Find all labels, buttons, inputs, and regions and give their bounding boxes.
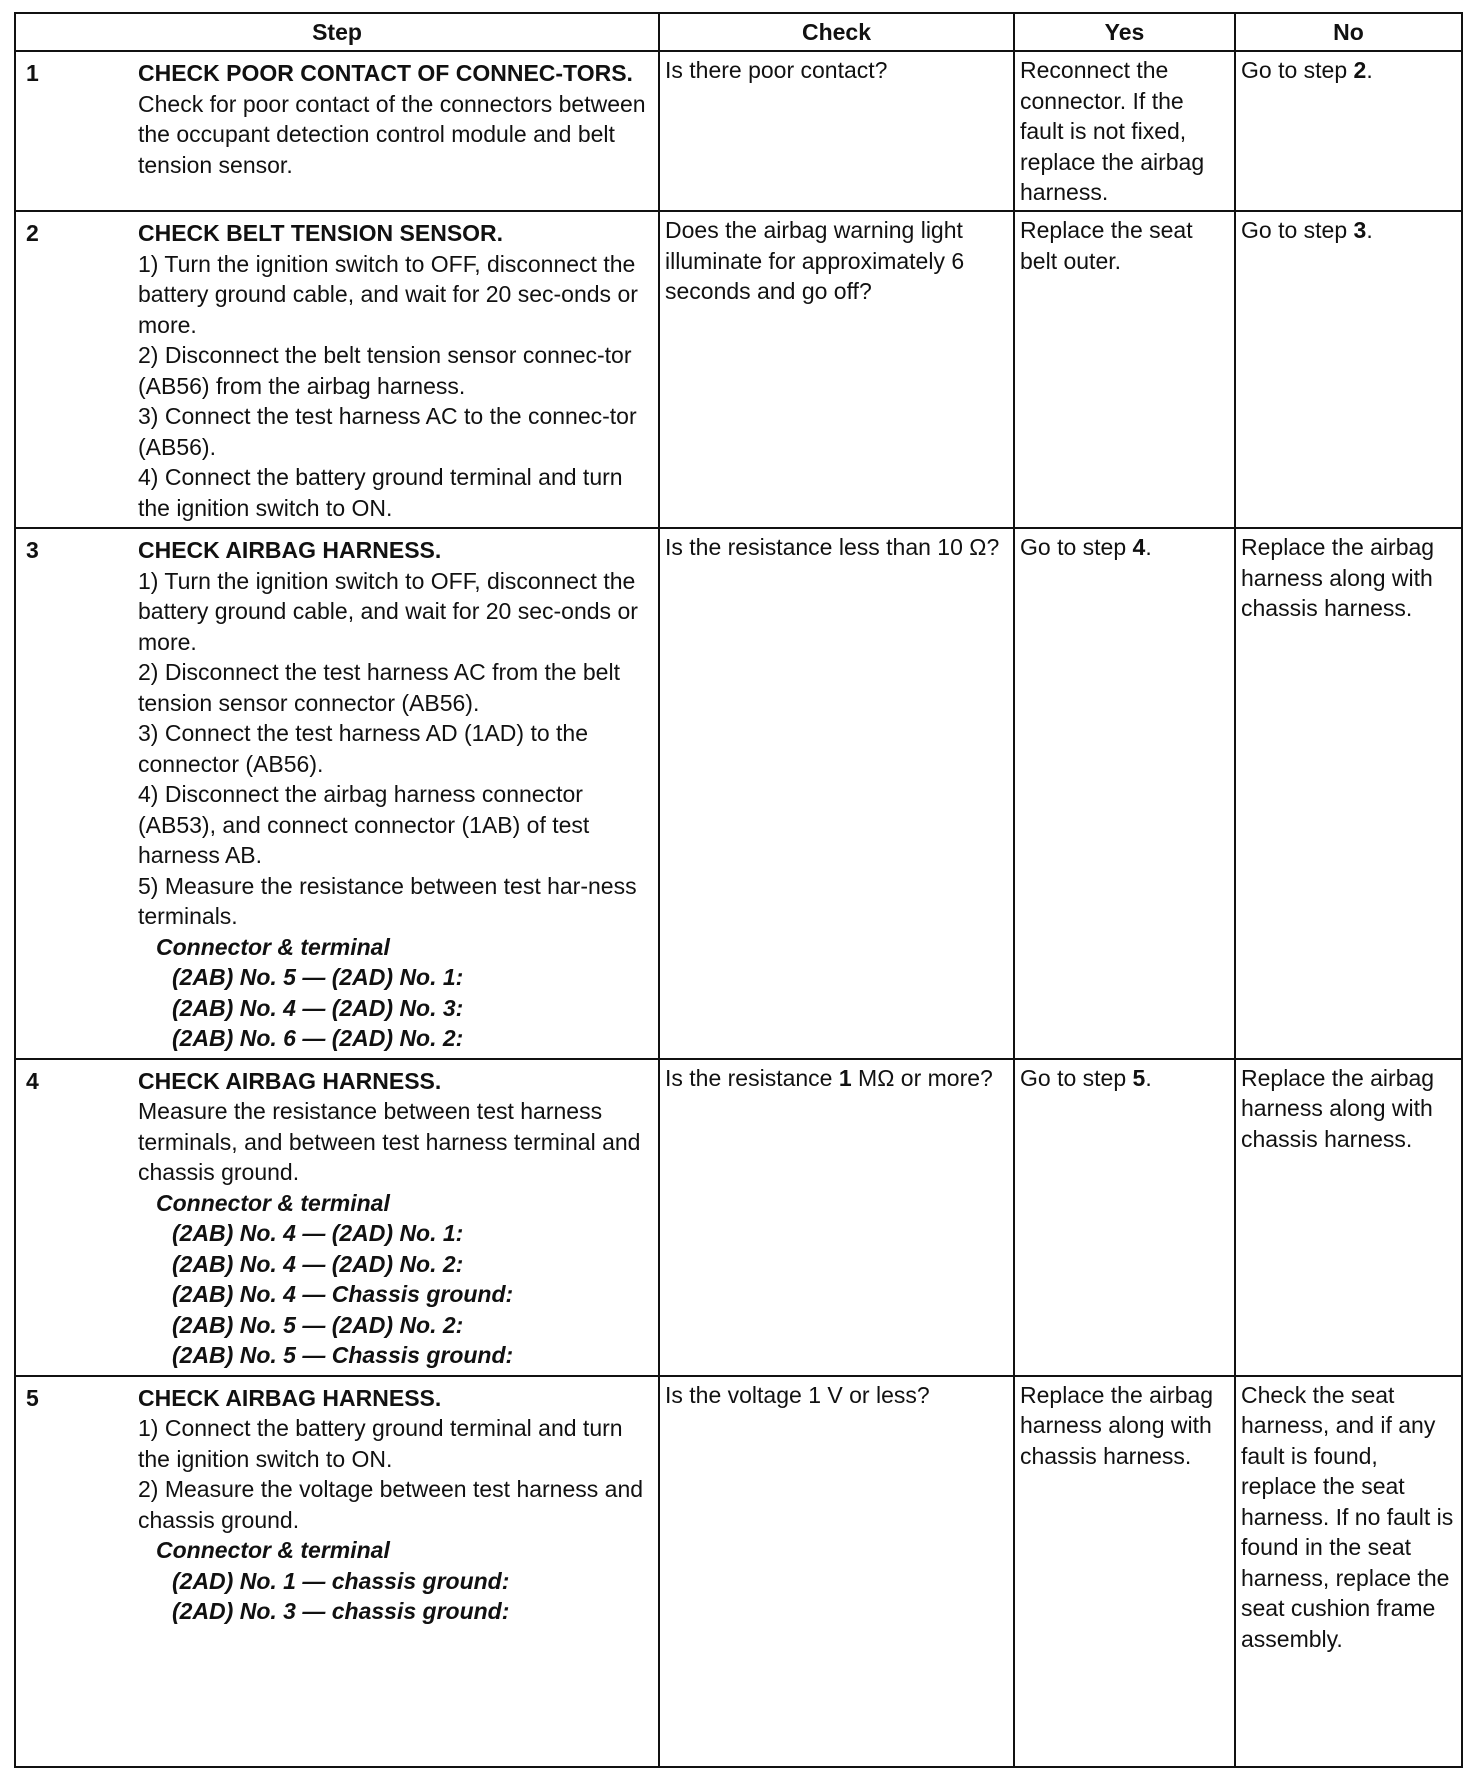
step-number: 5 xyxy=(26,1384,39,1411)
step-title: CHECK AIRBAG HARNESS. xyxy=(138,1384,442,1411)
check-cell: Is the resistance less than 10 Ω? xyxy=(659,528,1014,1059)
step-item: 1) Connect the battery ground terminal and turn the ignition switch to ON. xyxy=(138,1415,623,1472)
connector-item: (2AB) No. 5 — (2AD) No. 2: xyxy=(172,1311,464,1338)
check-cell xyxy=(659,1059,1014,1376)
step-cell xyxy=(15,51,659,211)
no-suffix: . xyxy=(1366,217,1373,243)
table-row xyxy=(15,211,1462,528)
step-number: 3 xyxy=(26,537,39,563)
no-cell: Replace the airbag harness along with chassis harness. xyxy=(1235,1059,1462,1376)
step-item: 3) Connect the test harness AD (1AD) to the connector (AB56). xyxy=(138,720,589,777)
diagnostic-table xyxy=(14,12,1463,1768)
connector-item: (2AB) No. 5 — (2AD) No. 1: xyxy=(172,964,464,990)
connector-item: (2AB) No. 4 — (2AD) No. 2: xyxy=(172,1250,464,1277)
table-row xyxy=(15,51,1462,211)
step-item: 4) Disconnect the airbag harness connector (AB53), and connect connector (1AB) of test harness AB. xyxy=(138,781,590,868)
connector-item: (2AB) No. 4 — Chassis ground: xyxy=(172,1281,514,1307)
no-cell xyxy=(1235,211,1462,528)
step-item: 2) Measure the voltage between test harness and chassis ground. xyxy=(138,1476,644,1533)
no-suffix: . xyxy=(1366,57,1373,83)
connector-item: (2AD) No. 3 — chassis ground: xyxy=(172,1598,510,1624)
connector-heading: Connector & terminal xyxy=(156,1189,390,1216)
check-cell: Is the voltage 1 V or less? xyxy=(659,1376,1014,1768)
header-step: Step xyxy=(15,13,659,51)
step-body: Measure the resistance between test harness terminals, and between test harness terminal and chassis ground. xyxy=(138,1098,641,1185)
connector-item: (2AB) No. 4 — (2AD) No. 3: xyxy=(172,994,464,1021)
step-reference: 4 xyxy=(1132,534,1146,560)
yes-cell: Replace the airbag harness along with chassis harness. xyxy=(1014,1376,1235,1768)
connector-heading: Connector & terminal xyxy=(156,933,390,960)
check-suffix: MΩ or more? xyxy=(851,1064,993,1091)
table-header-row xyxy=(15,13,1462,51)
step-number: 2 xyxy=(26,220,39,246)
step-item: 1) Turn the ignition switch to OFF, disconnect the battery ground cable, and wait for 20 sec-onds or more. xyxy=(138,250,638,338)
header-check: Check xyxy=(659,13,1014,51)
step-reference: 2 xyxy=(1353,57,1367,83)
step-title: CHECK POOR CONTACT OF CONNEC-TORS. xyxy=(138,60,633,86)
step-title: CHECK BELT TENSION SENSOR. xyxy=(138,220,504,246)
step-reference: 3 xyxy=(1353,217,1367,243)
step-number: 4 xyxy=(26,1067,39,1094)
step-item: 4) Connect the battery ground terminal and turn the ignition switch to ON. xyxy=(138,464,623,521)
yes-cell xyxy=(1014,1059,1235,1376)
step-cell xyxy=(15,1376,659,1768)
check-text: Is the resistance xyxy=(665,1064,839,1091)
connector-item: (2AD) No. 1 — chassis ground: xyxy=(172,1567,510,1594)
no-cell xyxy=(1235,51,1462,211)
table-row xyxy=(15,528,1462,1059)
yes-text: Go to step xyxy=(1020,1064,1133,1091)
step-item: 3) Connect the test harness AC to the connec-tor (AB56). xyxy=(138,403,637,460)
yes-suffix: . xyxy=(1145,534,1152,560)
step-number: 1 xyxy=(26,60,39,86)
header-yes: Yes xyxy=(1014,13,1235,51)
step-cell xyxy=(15,528,659,1059)
check-cell: Is there poor contact? xyxy=(659,51,1014,211)
check-value: 1 xyxy=(838,1064,852,1091)
step-cell xyxy=(15,1059,659,1376)
connector-item: (2AB) No. 5 — Chassis ground: xyxy=(172,1342,514,1368)
table-row xyxy=(15,1376,1462,1768)
no-text: Go to step xyxy=(1241,57,1354,83)
no-cell: Replace the airbag harness along with chassis harness. xyxy=(1235,528,1462,1059)
step-item: 2) Disconnect the belt tension sensor connec-tor (AB56) from the airbag harness. xyxy=(138,342,632,399)
header-no: No xyxy=(1235,13,1462,51)
check-cell: Does the airbag warning light illuminate for approximately 6 seconds and go off? xyxy=(659,211,1014,528)
table-row xyxy=(15,1059,1462,1376)
step-body: Check for poor contact of the connectors between the occupant detection control module and belt tension sensor. xyxy=(138,90,646,178)
connector-item: (2AB) No. 6 — (2AD) No. 2: xyxy=(172,1025,464,1051)
no-text: Go to step xyxy=(1241,217,1354,243)
step-item: 2) Disconnect the test harness AC from the belt tension sensor connector (AB56). xyxy=(138,659,620,716)
step-item: 5) Measure the resistance between test har-ness terminals. xyxy=(138,872,637,929)
yes-suffix: . xyxy=(1145,1064,1152,1091)
step-reference: 5 xyxy=(1132,1064,1146,1091)
step-cell xyxy=(15,211,659,528)
yes-text: Go to step xyxy=(1020,534,1133,560)
step-item: 1) Turn the ignition switch to OFF, disconnect the battery ground cable, and wait for 20 sec-onds or more. xyxy=(138,567,638,655)
yes-cell xyxy=(1014,528,1235,1059)
connector-heading: Connector & terminal xyxy=(156,1537,390,1563)
connector-item: (2AB) No. 4 — (2AD) No. 1: xyxy=(172,1220,464,1246)
yes-cell: Reconnect the connector. If the fault is not fixed, replace the airbag harness. xyxy=(1014,51,1235,211)
no-cell: Check the seat harness, and if any fault is found, replace the seat harness. If no fault is found in the seat harness, replace the seat cushion frame assembly. xyxy=(1235,1376,1462,1768)
step-title: CHECK AIRBAG HARNESS. xyxy=(138,1067,442,1094)
step-title: CHECK AIRBAG HARNESS. xyxy=(138,537,442,563)
yes-cell: Replace the seat belt outer. xyxy=(1014,211,1235,528)
